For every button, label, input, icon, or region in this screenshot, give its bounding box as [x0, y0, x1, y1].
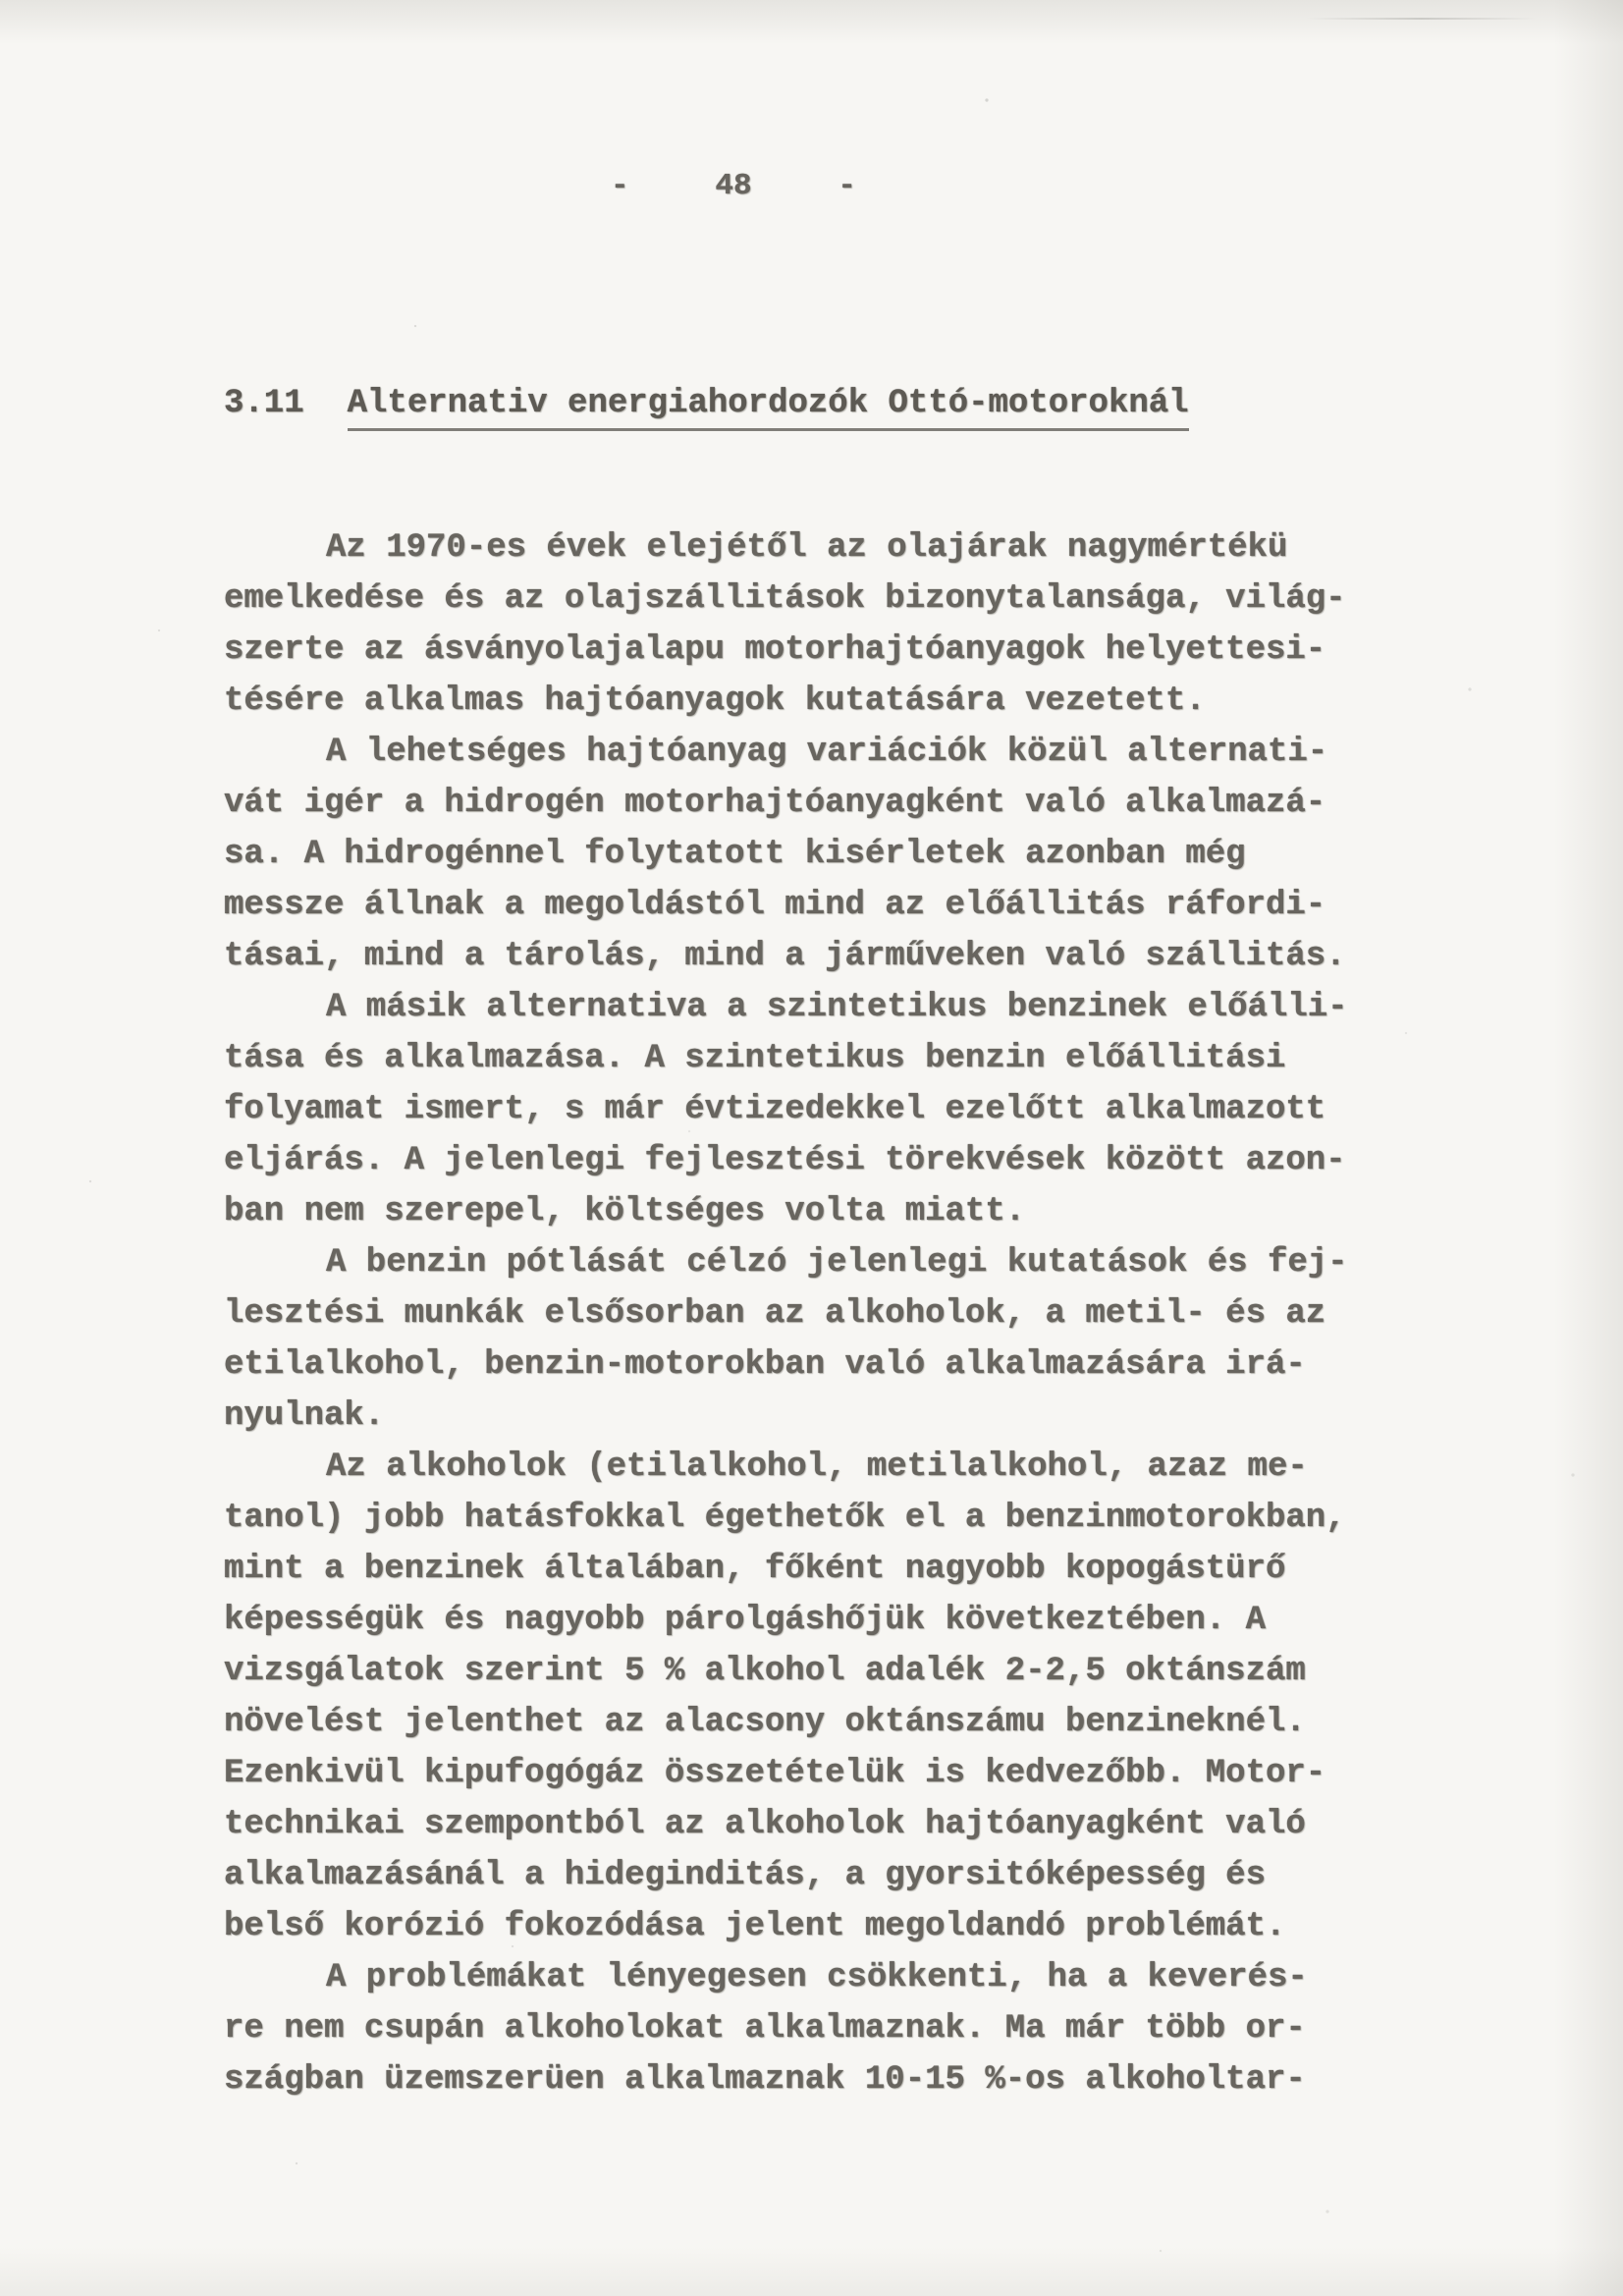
section-title: Alternativ energiahordozók Ottó-motoroknál [348, 385, 1189, 431]
text-line: re nem csupán alkoholokat alkalmaznak. Ma már több or- [224, 2010, 1306, 2048]
text-line: technikai szempontból az alkoholok hajtóanyagként való [224, 1806, 1306, 1843]
text-line: emelkedése és az olajszállitások bizonytalansága, világ- [224, 580, 1346, 618]
text-line: szerte az ásványolajalapu motorhajtóanyagok helyettesi- [224, 631, 1326, 669]
text-line: folyamat ismert, s már évtizedekkel ezelőtt alkalmazott [224, 1091, 1326, 1128]
text-line: sa. A hidrogénnel folytatott kisérletek azonban még [224, 836, 1246, 873]
text-line: A másik alternativa a szintetikus benzinek előálli- [326, 989, 1348, 1026]
text-line: A problémákat lényegesen csökkenti, ha a keverés- [326, 1959, 1308, 1996]
text-line: tásai, mind a tárolás, mind a járműveken való szállitás. [224, 938, 1346, 975]
section-number: 3.11 [224, 385, 304, 422]
text-line: Az alkoholok (etilalkohol, metilalkohol, azaz me- [326, 1449, 1308, 1486]
text-line: tanol) jobb hatásfokkal égethetők el a benzinmotorokban, [224, 1500, 1346, 1537]
paragraph [224, 982, 1402, 1237]
scan-artifact-line [1306, 18, 1537, 20]
text-line: Ezenkivül kipufogógáz összetételük is kedvezőbb. Motor- [224, 1755, 1326, 1792]
text-line: mint a benzinek általában, főként nagyobb kopogástürő [224, 1551, 1286, 1588]
text-line: nyulnak. [224, 1397, 385, 1435]
text-line: képességük és nagyobb párolgáshőjük következtében. A [224, 1602, 1266, 1639]
text-line: eljárás. A jelenlegi fejlesztési törekvések között azon- [224, 1142, 1346, 1179]
text-line: alkalmazásánál a hideginditás, a gyorsitóképesség és [224, 1857, 1266, 1894]
paragraph [224, 1237, 1402, 1442]
text-line: belső korózió fokozódása jelent megoldandó problémát. [224, 1908, 1286, 1945]
page-number-left-dash: - [611, 169, 629, 203]
paragraph [224, 1442, 1402, 1952]
text-line: A benzin pótlását célzó jelenlegi kutatások és fej- [326, 1244, 1348, 1282]
text-line: lesztési munkák elsősorban az alkoholok, a metil- és az [224, 1295, 1326, 1333]
section-heading [224, 385, 1189, 422]
page-number [611, 169, 856, 203]
page-number-value: 48 [715, 169, 752, 203]
text-line: tésére alkalmas hajtóanyagok kutatására vezetett. [224, 683, 1206, 720]
paragraph [224, 727, 1402, 982]
text-line: messze állnak a megoldástól mind az előállitás ráfordi- [224, 887, 1326, 924]
text-line: etilalkohol, benzin-motorokban való alkalmazására irá- [224, 1346, 1306, 1384]
page-number-right-dash: - [838, 169, 856, 203]
body-text [224, 522, 1402, 2105]
text-line: vát igér a hidrogén motorhajtóanyagként való alkalmazá- [224, 785, 1326, 822]
text-line: A lehetséges hajtóanyag variációk közül alternati- [326, 734, 1328, 771]
text-line: vizsgálatok szerint 5 % alkohol adalék 2-2,5 oktánszám [224, 1653, 1306, 1690]
text-line: ban nem szerepel, költséges volta miatt. [224, 1193, 1026, 1230]
text-line: növelést jelenthet az alacsony oktánszámu benzineknél. [224, 1704, 1306, 1741]
text-line: tása és alkalmazása. A szintetikus benzin előállitási [224, 1040, 1286, 1077]
paragraph [224, 522, 1402, 727]
paragraph [224, 1952, 1402, 2105]
text-line: Az 1970-es évek elejétől az olajárak nagymértékü [326, 529, 1288, 567]
text-line: szágban üzemszerüen alkalmaznak 10-15 %-os alkoholtar- [224, 2061, 1306, 2099]
